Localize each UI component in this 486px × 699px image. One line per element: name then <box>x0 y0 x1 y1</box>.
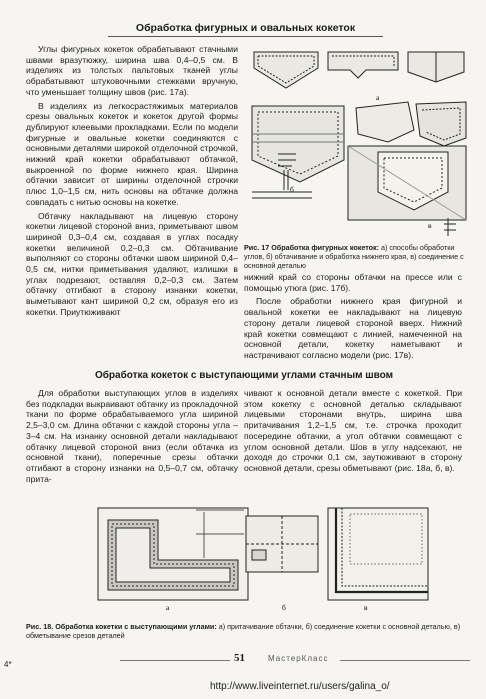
fig18v-overcasting <box>328 508 428 600</box>
page-number: 51 <box>234 652 245 664</box>
fig17a-yoke-3 <box>408 52 464 82</box>
fig17-label-v: в <box>428 221 432 230</box>
figure-18-illustration <box>96 504 434 614</box>
fig17-pieces-right <box>356 102 466 146</box>
fig17-label-a: а <box>376 93 380 102</box>
figure-17-caption-title: Рис. 17 Обработка фигурных кокеток: <box>244 243 380 252</box>
fig18a-facing <box>98 508 248 600</box>
section-heading-protruding-corners: Обработка кокеток с выступающими углами стачным швом <box>94 370 394 381</box>
paragraph: Углы фигурных кокеток обрабатывают стачными швами вразутюжку, ширина шва 0,4–0,5 см. В изделиях из толстых пальтовых тканей углы обрабатывают штуковочными стежками вручную, что уменьшает толщину швов (рис. 17а). <box>26 44 238 97</box>
figure-18-caption <box>26 622 462 640</box>
right-column-text-1 <box>244 272 462 361</box>
right-column-text-2 <box>244 388 462 474</box>
fig17-label-b: б <box>290 185 294 194</box>
figure-17-caption-text: а) способы обработки углов, б) обтачивание и обработка нижнего края, в) соединение с основной деталью <box>244 243 464 270</box>
fig17a-yoke-1 <box>254 52 318 88</box>
fig17a-yoke-2 <box>328 52 398 78</box>
fig17-piece-large <box>252 106 344 182</box>
paragraph: Для обработки выступающих углов в изделиях без подкладки выкраивают обтачку из прокладочной ткани по форме обрабатываемого угла шириной 2,5–3,0 см. Длина обтачки с каждой стороны угла – 3–4 см. На изнанку основной детали накладывают обтачку лицевой стороной вниз (если обтачка из основной ткани), поперечные срезы обтачки отгибают в сторону изнанки на 0,5–0,7 см, обтачку прита- <box>26 388 238 484</box>
left-column-text-1 <box>26 44 238 318</box>
paragraph: чивают к основной детали вместе с кокеткой. При этом кокетку с основной деталью складывают лицевыми сторонами внутрь, ширина шва притачивания 1,2–1,5 см, т.е. строчка проходит посередине обтачки, а угол обтачки совмещают с углом основной детали. Шов в углу надсекают, не доходя до строчки 0,1 см, заутюживают в сторону основной детали, срезы обметывают (рис. 18а, б, в). <box>244 388 462 473</box>
left-column-text-2 <box>26 388 238 484</box>
fig18-label-a: а <box>166 603 170 612</box>
section-heading-figured-yokes: Обработка фигурных и овальных кокеток <box>108 22 383 37</box>
paragraph: Обтачку накладывают на лицевую сторону кокетки лицевой стороной вниз, приметывают швом шириной 0,3–0,4 см, создавая в углах посадку кокетки величиной 0,2–0,3 см. Обтачивание выполняют со стороны обтачки швом шириной 0,4–0,5 см, нитки приметывания удаляют, излишки в углах подрезают, оставляя 0,2–0,3 см. Затем обтачку отгибают в сторону изнанки кокетки, выметывают кант шириной 0,2 см, образуя его из кокетки. Приутюживают <box>26 210 238 317</box>
paragraph: После обработки нижнего края фигурной и овальной кокетки ее накладывают на лицевую сторону детали лицевой стороной вверх. Нижний край кокетки совмещают с линией, намеченной на основной детали, кокетку наметывают и настрачивают согласно модели (рис. 17в). <box>244 296 462 360</box>
footer-rule-right <box>340 660 470 661</box>
fig17v-fold-detail <box>444 218 456 236</box>
paragraph: В изделиях из легкосрастяжимых материалов срезы овальных кокеток и кокеток другой формы дублируют клеевыми прокладками. Если по модели фигурные и овальные кокетки соединяются с основными деталями широкой отделочной строчкой, нижний край кокетки обрабатывают обтачкой, выкроенной по форме нижнего края. Ширина обтачки зависит от ширины отделочной строчки плюс 1,0–1,5 см, нить основы на обтачке должна совпадать с нитью основы на кокетке. <box>26 100 238 207</box>
figure-17-illustration <box>248 42 470 242</box>
fig18b-joining <box>246 516 318 572</box>
source-url-link[interactable]: http://www.liveinternet.ru/users/galina_o/ <box>210 681 390 692</box>
corner-mark: 4* <box>4 660 12 669</box>
figure-18-caption-title: Рис. 18. Обработка кокетки с выступающими углами: <box>26 622 217 631</box>
fig17v-joined-piece <box>348 146 466 220</box>
paragraph: нижний край со стороны обтачки на прессе или с помощью утюга (рис. 17б). <box>244 272 462 293</box>
fig18-label-b: б <box>282 603 286 612</box>
figure-18-caption-text: а) притачивание обтачки, б) соединение кокетки с основной деталью, в) обметывание срезов деталей <box>26 622 461 640</box>
magazine-name: МастерКласс <box>268 654 329 663</box>
fig18-label-v: в <box>364 603 368 612</box>
footer-rule-left <box>120 660 230 661</box>
figure-17-caption <box>244 243 468 270</box>
